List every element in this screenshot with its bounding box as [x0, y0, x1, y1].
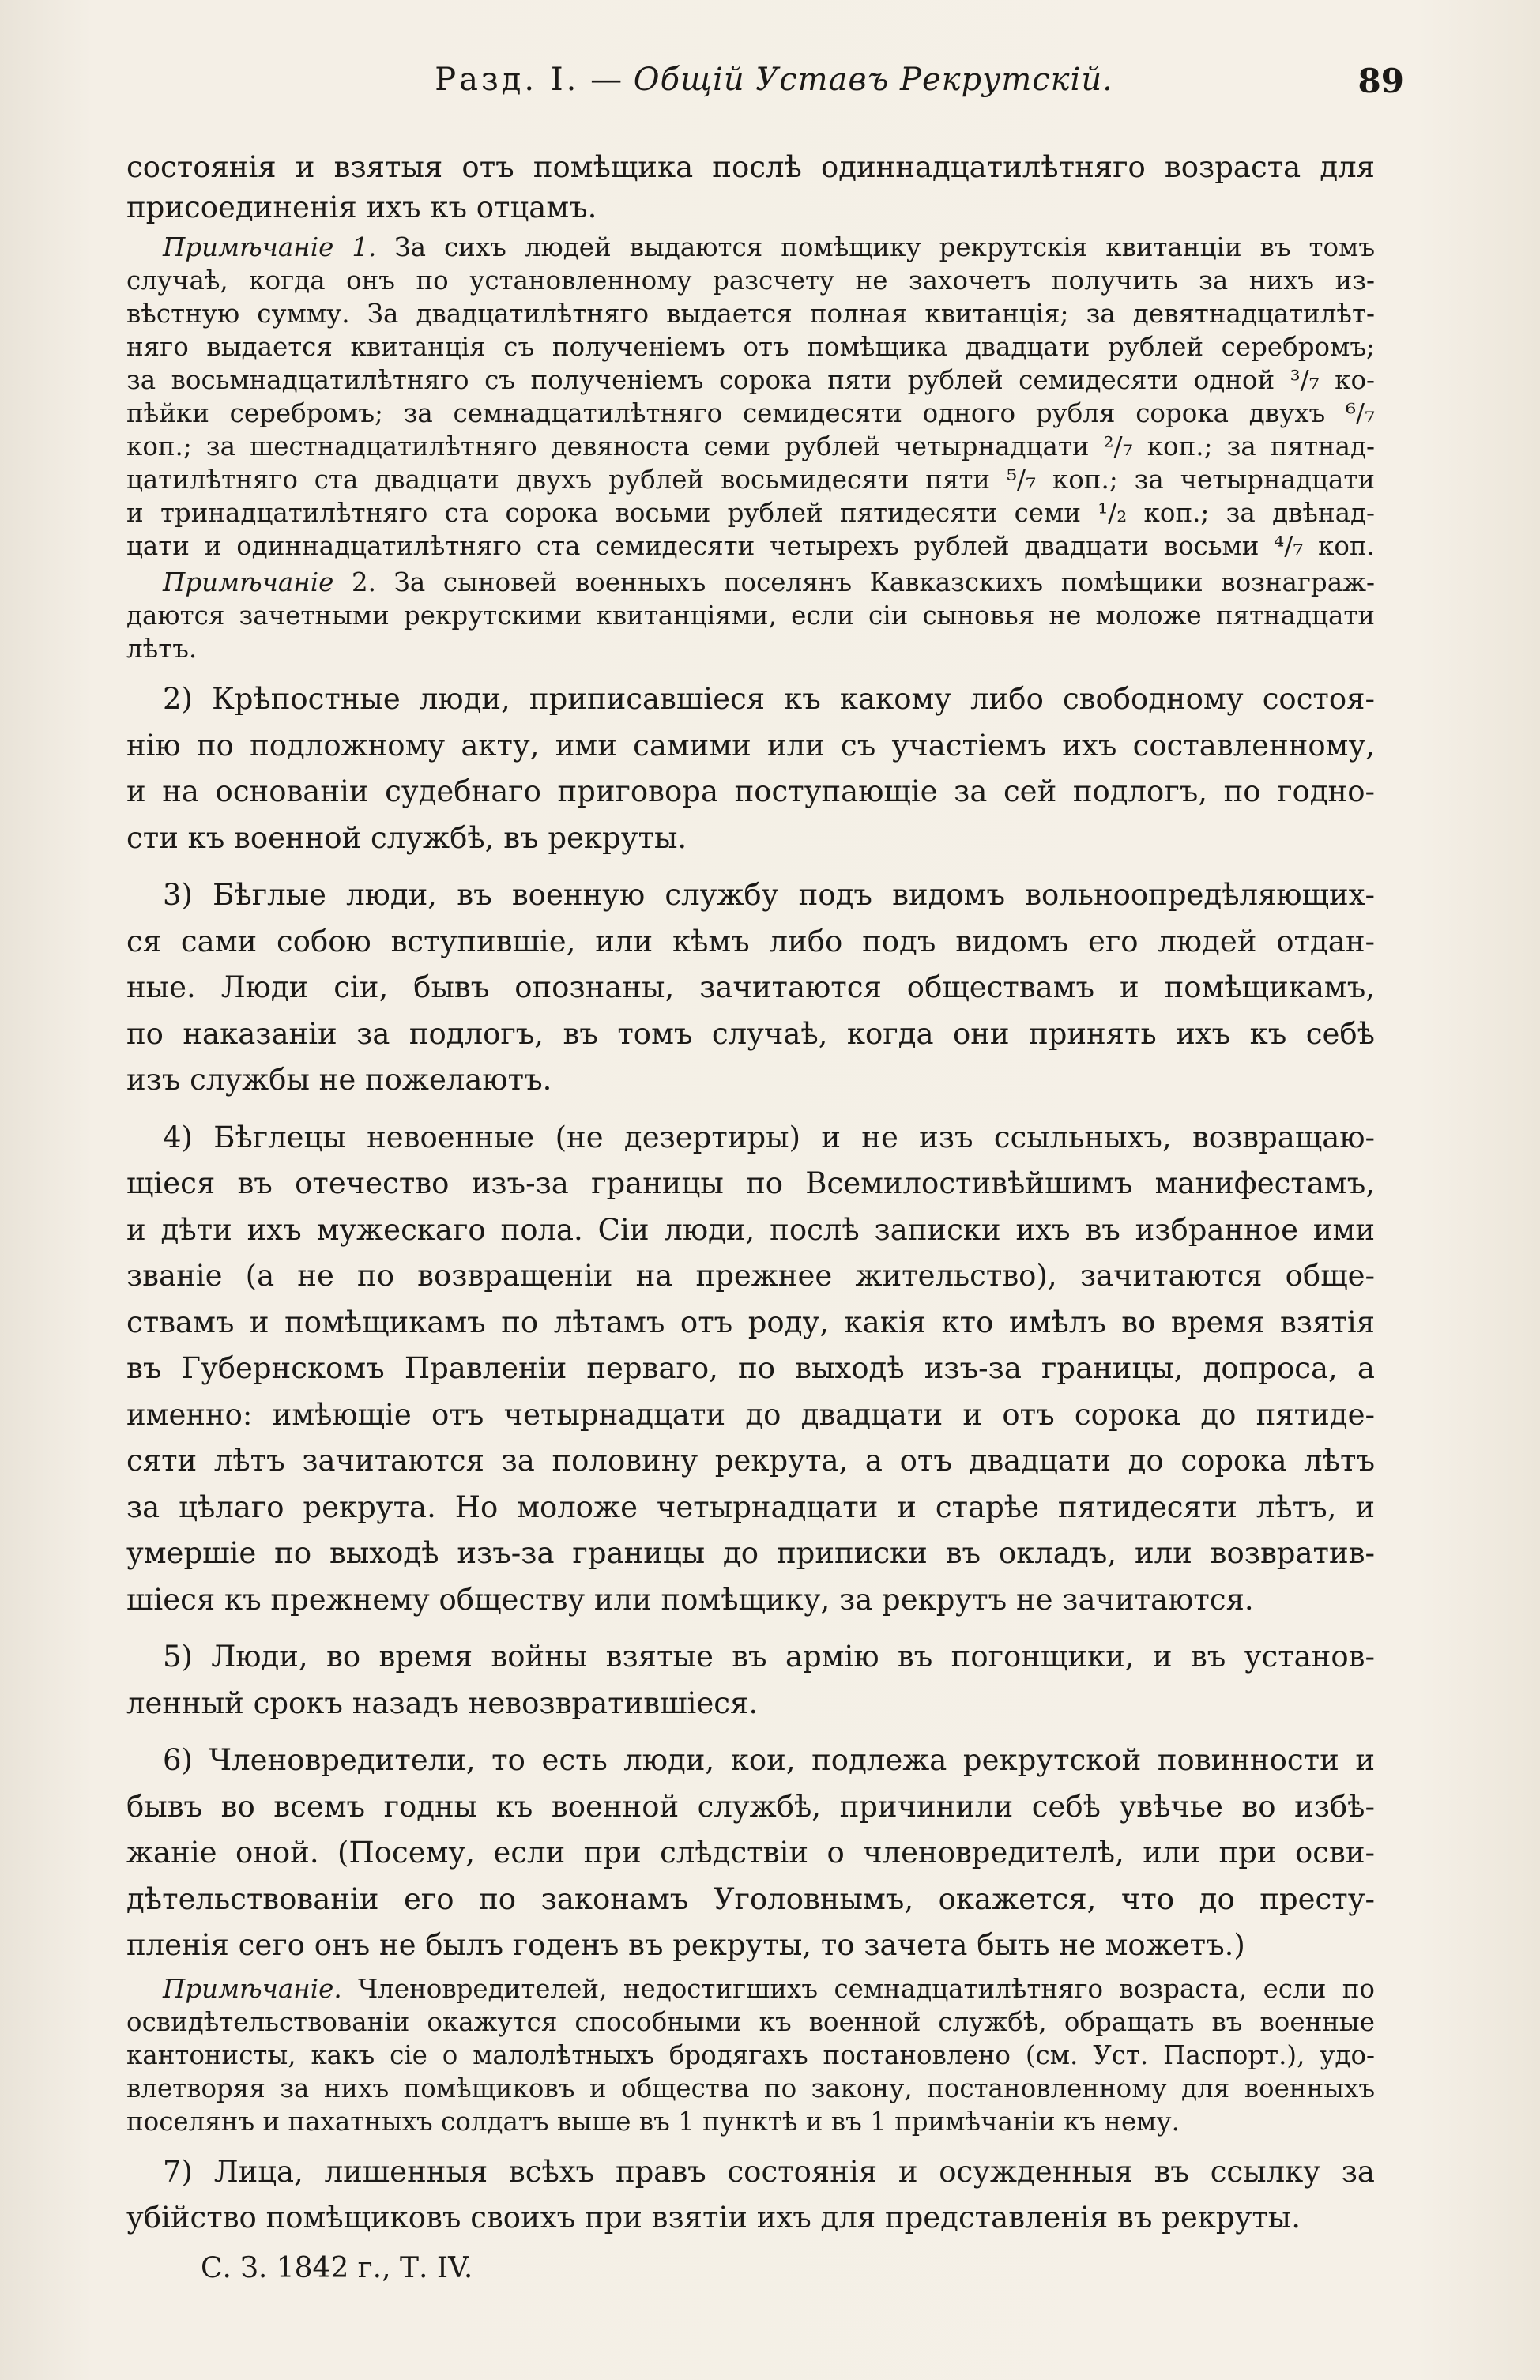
page-number: 89 [1357, 62, 1404, 100]
text-line: присоединенія ихъ къ отцамъ. [126, 190, 597, 224]
text-line: за восьмнадцатилѣтняго съ полученіемъ сорока пяти рублей семидесяти одной ³/₇ ко- [126, 365, 1375, 395]
page-header [126, 62, 1421, 117]
note-1 [126, 231, 1375, 563]
item-4 [126, 1115, 1375, 1624]
text-line: даются зачетными рекрутскими квитанціями, если сіи сыновья не моложе пятнадцати [126, 601, 1375, 631]
note-3 [126, 1972, 1375, 2138]
note-label: Примѣчаніе. [163, 1973, 342, 2004]
text-line: пленія сего онъ не былъ годенъ въ рекруты, то зачета быть не можетъ.) [126, 1928, 1245, 1962]
text-line: званіе (а не по возвращеніи на прежнее жительство), зачитаются обще- [126, 1259, 1375, 1293]
text-line: убійство помѣщиковъ своихъ при взятіи ихъ для представленія въ рекруты. [126, 2201, 1301, 2235]
note-text: Членовредителей, недостигшихъ семнадцатилѣтняго возраста, если по [341, 1973, 1375, 2004]
text-line: цати и одиннадцатилѣтняго ста семидесяти четырехъ рублей двадцати восьми ⁴/₇ коп. [126, 531, 1375, 561]
text-line: 6) Членовредители, то есть люди, кои, подлежа рекрутской повинности и [163, 1743, 1375, 1777]
item-3 [126, 872, 1375, 1104]
text-line: 7) Лица, лишенныя всѣхъ правъ состоянія и осужденныя въ ссылку за [163, 2154, 1375, 2189]
text-line: сти къ военной службѣ, въ рекруты. [126, 820, 687, 855]
text-line: шіеся къ прежнему обществу или помѣщику, за рекрутъ не зачитаются. [126, 1582, 1254, 1617]
item-2 [126, 676, 1375, 861]
text-line: влетворяя за нихъ помѣщиковъ и общества по закону, постановленному для военныхъ [126, 2073, 1375, 2103]
text-line: и дѣти ихъ мужескаго пола. Сіи люди, послѣ записки ихъ въ избранное ими [126, 1212, 1375, 1247]
source-citation: С. З. 1842 г., Т. IV. [201, 2251, 473, 2284]
text-line: 5) Люди, во время войны взятые въ армію въ погонщики, и въ установ- [163, 1640, 1375, 1674]
text-line: изъ службы не пожелаютъ. [126, 1063, 552, 1097]
note-text: За сихъ людей выдаются помѣщику рекрутскія квитанціи въ томъ [376, 232, 1376, 262]
item-5 [126, 1634, 1375, 1727]
page-body [126, 147, 1375, 2289]
header-dash: — [590, 62, 623, 98]
text-line: 2) Крѣпостные люди, приписавшіеся къ какому либо свободному состоя- [163, 682, 1375, 716]
text-line: цатилѣтняго ста двадцати двухъ рублей восьмидесяти пяти ⁵/₇ коп.; за четырнадцати [126, 465, 1375, 495]
text-line: ся сами собою вступившіе, или кѣмъ либо подъ видомъ его людей отдан- [126, 924, 1375, 958]
running-head [126, 62, 1421, 98]
text-line: ствамъ и помѣщикамъ по лѣтамъ отъ роду, какія кто имѣлъ во время взятія [126, 1305, 1375, 1339]
text-line: поселянъ и пахатныхъ солдатъ выше въ 1 пунктѣ и въ 1 примѣчаніи къ нему. [126, 2106, 1180, 2137]
text-line: случаѣ, когда онъ по установленному разсчету не захочетъ получить за нихъ из- [126, 265, 1375, 296]
text-line: щіеся въ отечество изъ-за границы по Всемилостивѣйшимъ манифестамъ, [126, 1166, 1375, 1200]
text-line: умершіе по выходѣ изъ-за границы до приписки въ окладъ, или возвратив- [126, 1536, 1375, 1570]
text-line: за цѣлаго рекрута. Но моложе четырнадцати и старѣе пятидесяти лѣтъ, и [126, 1489, 1375, 1524]
text-line: дѣтельствованіи его по законамъ Уголовнымъ, окажется, что до престу- [126, 1881, 1375, 1916]
text-line: пѣйки серебромъ; за семнадцатилѣтняго семидесяти одного рубля сорока двухъ ⁶/₇ [126, 398, 1375, 428]
text-line [126, 1972, 1375, 2005]
intro-paragraph [126, 147, 1375, 228]
text-line: освидѣтельствованіи окажутся способными къ военной службѣ, обращать въ военные [126, 2006, 1375, 2037]
text-line: и на основаніи судебнаго приговора поступающіе за сей подлогъ, по годно- [126, 774, 1375, 808]
text-line: вѣстную сумму. За двадцатилѣтняго выдается полная квитанція; за девятнадцатилѣт- [126, 299, 1375, 329]
text-line: бывъ во всемъ годны къ военной службѣ, причинили себѣ увѣчье во избѣ- [126, 1789, 1375, 1824]
text-line: коп.; за шестнадцатилѣтняго девяноста семи рублей четырнадцати ²/₇ коп.; за пятнад- [126, 431, 1375, 461]
note-text: 2. За сыновей военныхъ поселянъ Кавказскихъ помѣщики вознаграж- [333, 567, 1375, 597]
text-line: состоянія и взятыя отъ помѣщика послѣ одиннадцатилѣтняго возраста для [126, 150, 1375, 184]
text-line [126, 231, 1375, 264]
text-line: въ Губернскомъ Правленіи перваго, по выходѣ изъ-за границы, допроса, а [126, 1351, 1375, 1385]
note-label: Примѣчаніе [163, 567, 334, 597]
text-line: именно: имѣющіе отъ четырнадцати до двадцати и отъ сорока до пятиде- [126, 1397, 1375, 1432]
section-label: Разд. I. [435, 62, 580, 98]
text-line: жаніе оной. (Посему, если при слѣдствіи о членовредителѣ, или при осви- [126, 1836, 1375, 1870]
item-7 [126, 2149, 1375, 2242]
text-line: и тринадцатилѣтняго ста сорока восьми рублей пятидесяти семи ¹/₂ коп.; за двѣнад- [126, 498, 1375, 528]
text-line: по наказаніи за подлогъ, въ томъ случаѣ, когда они принять ихъ къ себѣ [126, 1016, 1375, 1051]
text-line [126, 566, 1375, 599]
text-line: ные. Люди сіи, бывъ опознаны, зачитаются обществамъ и помѣщикамъ, [126, 970, 1375, 1004]
text-line: сяти лѣтъ зачитаются за половину рекрута, а отъ двадцати до сорока лѣтъ [126, 1444, 1375, 1478]
text-line: лѣтъ. [126, 634, 198, 664]
item-6 [126, 1738, 1375, 1969]
note-2 [126, 566, 1375, 665]
text-line: ленный срокъ назадъ невозвратившіеся. [126, 1685, 759, 1720]
text-line: нію по подложному акту, ими самими или съ участіемъ ихъ составленному, [126, 728, 1375, 763]
header-title: Общій Уставъ Рекрутскій. [633, 62, 1113, 98]
text-line: няго выдается квитанція съ полученіемъ отъ помѣщика двадцати рублей серебромъ; [126, 332, 1375, 362]
text-line: 3) Бѣглые люди, въ военную службу подъ видомъ вольноопредѣляющих- [163, 878, 1375, 912]
note-label: Примѣчаніе 1. [163, 232, 377, 262]
text-line: кантонисты, какъ сіе о малолѣтныхъ бродягахъ постановлено (см. Уст. Паспорт.), удо- [126, 2039, 1375, 2070]
text-line: 4) Бѣглецы невоенные (не дезертиры) и не изъ ссыльныхъ, возвращаю- [163, 1120, 1375, 1154]
